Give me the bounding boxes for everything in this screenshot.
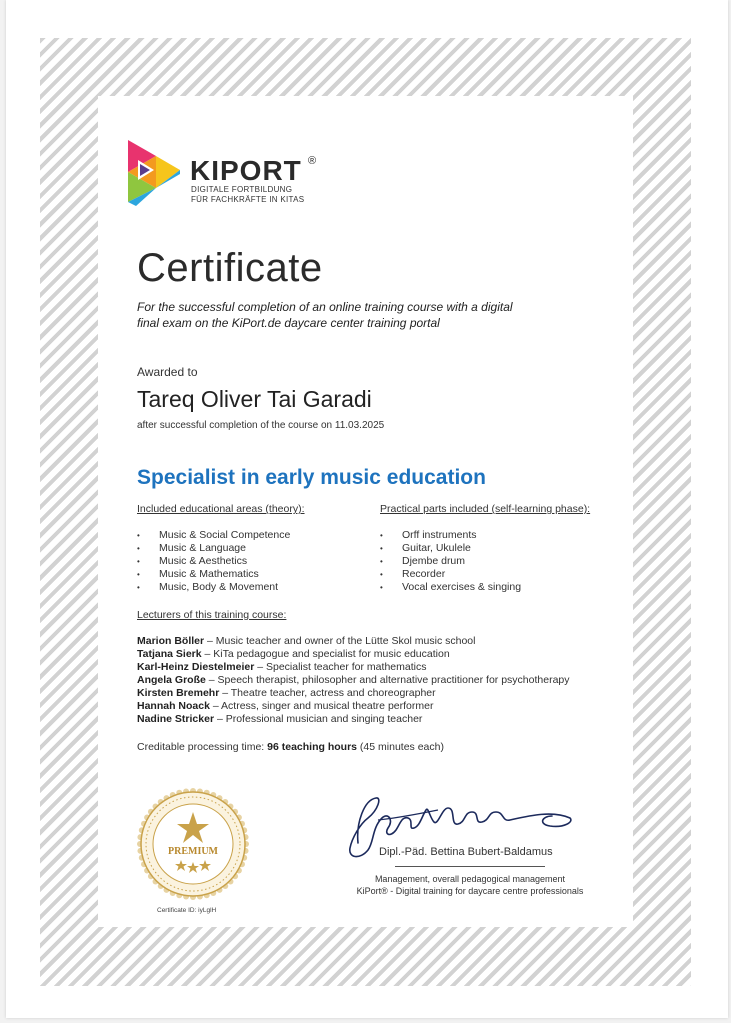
course-title: Specialist in early music education — [137, 466, 486, 489]
practical-heading: Practical parts included (self-learning phase): — [380, 503, 591, 515]
lecturer-role: – Specialist teacher for mathematics — [254, 661, 427, 673]
lecturer-name: Nadine Stricker — [137, 713, 215, 725]
recipient-name: Tareq Oliver Tai Garadi — [137, 386, 372, 412]
lecturer-name: Angela Große — [137, 674, 206, 686]
list-item: • Guitar, Ukulele — [380, 542, 521, 555]
certificate-id: Certificate ID: iyLglH — [157, 907, 217, 914]
list-item: • Music & Mathematics — [137, 568, 290, 581]
lecturer-role: – Actress, singer and musical theatre performer — [209, 700, 434, 712]
list-item: • Music & Aesthetics — [137, 555, 290, 568]
lecturer-role: – KiTa pedagogue and specialist for music education — [201, 648, 450, 660]
signatory-role — [330, 873, 610, 897]
list-item: • Recorder — [380, 568, 521, 581]
lecturers-list — [137, 635, 617, 726]
lecturer-role: – Music teacher and owner of the Lütte Skol music school — [204, 635, 476, 647]
credit-line — [137, 741, 444, 753]
theory-heading: Included educational areas (theory): — [137, 503, 305, 515]
lecturer-name: Kirsten Bremehr — [137, 687, 220, 699]
list-item: • Music, Body & Movement — [137, 581, 290, 594]
lecturer-name: Tatjana Sierk — [137, 648, 202, 660]
brand-tagline — [191, 185, 304, 205]
credit-label: Creditable processing time: — [137, 741, 268, 753]
lecturer-row — [137, 713, 617, 726]
signature-line — [395, 866, 545, 867]
registered-mark: ® — [308, 155, 317, 167]
lecturer-row — [137, 648, 617, 661]
lecturer-name: Karl-Heinz Diestelmeier — [137, 661, 255, 673]
brand-name: KIPORT — [190, 155, 302, 186]
lecturer-row — [137, 635, 617, 648]
lecturer-row — [137, 700, 617, 713]
awarded-label: Awarded to — [137, 365, 198, 379]
list-item: • Music & Language — [137, 542, 290, 555]
lecturers-heading: Lecturers of this training course: — [137, 609, 287, 621]
list-item: • Orff instruments — [380, 529, 521, 542]
lecturer-role: – Professional musician and singing teacher — [214, 713, 423, 725]
seal-text: PREMIUM — [168, 846, 218, 857]
signatory-role-line1: Management, overall pedagogical management — [374, 874, 566, 884]
credit-suffix: (45 minutes each) — [357, 741, 444, 753]
lecturer-name: Marion Böller — [137, 635, 205, 647]
certificate-subtitle: For the successful completion of an online training course with a digital final exam on the KiPort.de daycare center training portal — [137, 300, 513, 330]
lecturer-row — [137, 674, 617, 687]
practical-list — [380, 529, 521, 594]
theory-list — [137, 529, 290, 594]
lecturer-role: – Theatre teacher, actress and choreographer — [219, 687, 436, 699]
credit-hours: 96 teaching hours — [267, 741, 358, 753]
lecturer-row — [137, 661, 617, 674]
lecturer-row — [137, 687, 617, 700]
signatory-role-line2: KiPort® - Digital training for daycare centre professionals — [356, 886, 584, 896]
premium-seal-icon — [137, 788, 249, 900]
list-item: • Vocal exercises & singing — [380, 581, 521, 594]
signatory-name: Dipl.-Päd. Bettina Bubert-Baldamus — [379, 846, 553, 858]
lecturer-role: – Speech therapist, philosopher and alternative practitioner for psychotherapy — [205, 674, 570, 686]
certificate-title: Certificate — [137, 246, 323, 290]
brand-tagline-line1: DIGITALE FORTBILDUNG — [191, 185, 293, 194]
list-item: • Djembe drum — [380, 555, 521, 568]
brand-tagline-line2: FÜR FACHKRÄFTE IN KITAS — [191, 195, 305, 204]
completion-text: after successful completion of the course on 11.03.2025 — [137, 420, 385, 431]
lecturer-name: Hannah Noack — [137, 700, 210, 712]
list-item: • Music & Social Competence — [137, 529, 290, 542]
